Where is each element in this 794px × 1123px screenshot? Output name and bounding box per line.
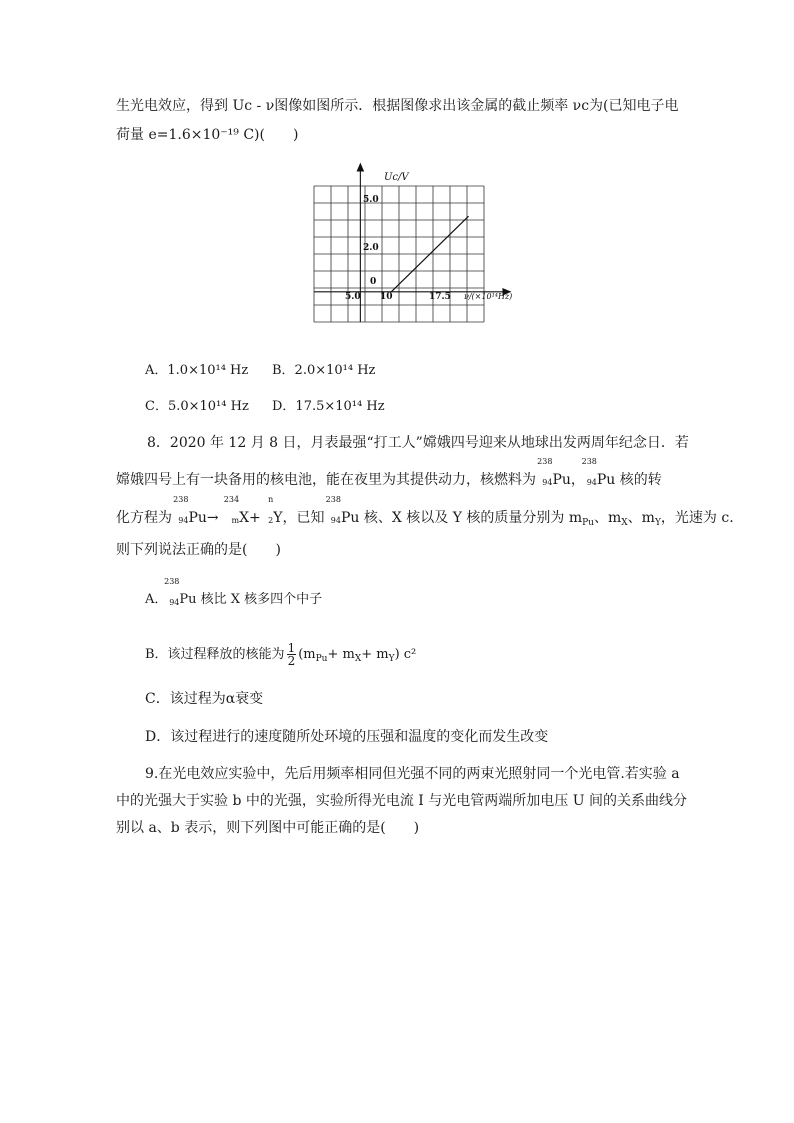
pu-nuclide-2 [581, 457, 597, 490]
pu-atomic-number: 94 [542, 478, 553, 487]
q8-option-b-text-d: + m [361, 647, 389, 662]
q7-option-c[interactable]: C．5.0×10¹⁴ Hz [145, 399, 249, 414]
q8-line3-text-e: Pu 核、X 核以及 Y 核的质量分别为 m [340, 510, 583, 526]
q9-line1: 9.在光电效应实验中，先后用频率相同但光强不同的两束光照射同一个光电管.若实验 a [145, 766, 680, 782]
q8-option-a-prefix: A． [145, 592, 168, 607]
pu-nuclide-3 [173, 495, 189, 528]
q7-option-d[interactable]: D．17.5×10¹⁴ Hz [272, 399, 385, 414]
q8-line2-text-b: Pu， [552, 472, 585, 488]
q7-option-b[interactable]: B．2.0×10¹⁴ Hz [272, 363, 376, 378]
q8-option-b[interactable] [145, 640, 416, 674]
fraction-denominator: 2 [287, 654, 296, 668]
y-axis-arrow [357, 164, 363, 171]
q8-line2 [116, 457, 662, 490]
sub-x: X [621, 518, 628, 528]
q8-option-a-text: Pu 核比 X 核多四个中子 [179, 592, 323, 607]
q8-line3-text-f: 、m [593, 510, 622, 526]
q8-option-b-text-e: ) c² [394, 647, 417, 662]
x-mass-number: 234 [223, 495, 240, 504]
q8-option-b-text-b: (m [298, 647, 316, 662]
graph-grid [314, 186, 484, 322]
x-nuclide [223, 495, 240, 528]
y-tick-2-0: 2.0 [363, 243, 379, 253]
uc-nu-graph [300, 160, 520, 330]
x-tick-5-0: 5.0 [345, 292, 361, 302]
pu-nuclide-1 [537, 457, 553, 490]
y-nuclide [265, 495, 274, 528]
q8-line3-text-d: Y，已知 [273, 510, 329, 526]
pu-atomic-number: 94 [330, 516, 341, 525]
sub-pu: Pu [582, 518, 594, 528]
fraction-numerator: 1 [287, 641, 296, 655]
sub-y: Y [654, 518, 661, 528]
x-tick-10: 10 [380, 292, 393, 302]
pu-mass-number: 238 [173, 495, 189, 504]
q7-stem-line2: 荷量 e=1.6×10⁻¹⁹ C)( ) [116, 127, 299, 143]
pu-mass-number: 238 [164, 577, 180, 586]
q8-line3-text-h: ，光速为 c. [660, 510, 734, 526]
q8-line3-text-g: 、m [627, 510, 655, 526]
pu-mass-number: 238 [581, 457, 597, 466]
q8-line3 [116, 495, 734, 533]
y-mass-number: n [268, 495, 274, 504]
x-atomic-number: m [231, 516, 240, 525]
q9-line3: 别以 a、b 表示，则下列图中可能正确的是( ) [116, 820, 420, 836]
y-tick-5-0: 5.0 [363, 195, 379, 205]
y-atomic-number: 2 [268, 516, 274, 525]
pu-nuclide-4 [325, 495, 341, 528]
q7-option-a[interactable]: A．1.0×10¹⁴ Hz [145, 363, 249, 378]
sub-pu: Pu [315, 654, 328, 664]
y-axis-label: Uc/V [384, 172, 409, 183]
fraction-one-half [287, 642, 297, 667]
x-tick-17-5: 17.5 [429, 292, 451, 302]
x-axis-label: ν/(×10¹⁴Hz) [464, 292, 513, 301]
q8-option-a[interactable] [145, 577, 323, 610]
q8-line2-text-a: 嫦娥四号上有一块备用的核电池，能在夜里为其提供动力，核燃料为 [116, 472, 541, 488]
sub-y: Y [388, 654, 395, 664]
sub-x: X [354, 654, 362, 664]
pu-atomic-number: 94 [178, 516, 189, 525]
pu-mass-number: 238 [537, 457, 553, 466]
q8-line3-text-c: X+ [239, 510, 266, 526]
pu-atomic-number: 94 [586, 478, 597, 487]
pu-atomic-number: 94 [169, 598, 180, 607]
q8-option-c[interactable]: C．该过程为α衰变 [145, 691, 264, 707]
pu-nuclide-5 [164, 577, 180, 610]
q8-option-b-text-c: + m [327, 647, 355, 662]
q8-line2-text-c: Pu 核的转 [596, 472, 662, 488]
q7-stem-line1: 生光电效应，得到 Uc - ν图像如图所示．根据图像求出该金属的截止频率 νc为(已知电子电 [116, 98, 679, 114]
q8-option-b-prefix: B．该过程释放的核能为 [145, 647, 285, 662]
pu-mass-number: 238 [325, 495, 341, 504]
q8-option-d[interactable]: D．该过程进行的速度随所处环境的压强和温度的变化而发生改变 [145, 729, 549, 745]
q8-line1: 8．2020 年 12 月 8 日，月表最强“打工人”嫦娥四号迎来从地球出发两周年纪念日．若 [147, 435, 689, 451]
q8-line3-text-a: 化方程为 [116, 510, 177, 526]
origin-label: 0 [370, 277, 377, 287]
q8-line4: 则下列说法正确的是( ) [116, 542, 281, 558]
q8-line3-text-b: Pu→ [188, 510, 224, 526]
q9-line2: 中的光强大于实验 b 中的光强，实验所得光电流 I 与光电管两端所加电压 U 间的关系曲线分 [116, 793, 687, 809]
